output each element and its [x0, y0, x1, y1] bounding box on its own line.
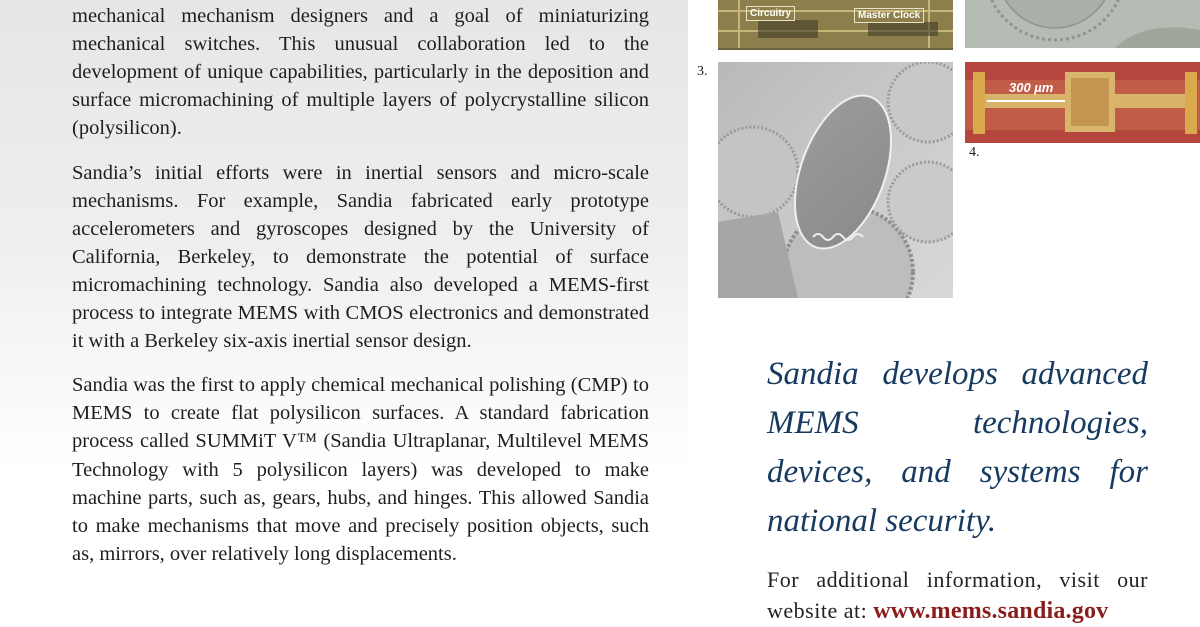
contact-prefix: For additional information, visit our website at: [767, 567, 1148, 623]
circuitry-label: Circuitry [746, 6, 795, 21]
figure-4-label: 4. [969, 145, 980, 160]
sem-micromirror-photo [718, 62, 953, 298]
scale-bar-label: 300 µm [1009, 80, 1054, 95]
circuitry-photo [718, 0, 953, 50]
body-text-column [72, 0, 649, 584]
body-paragraph-1: mechanical mechanism designers and a goal of miniaturizing mechanical switches. This unusual collaboration led to the development of unique capabilities, particularly in the deposition and surface micromachining of multiple layers of polycrystalline silicon (polysilicon). [72, 5, 649, 140]
figure-3-label: 3. [697, 64, 708, 79]
body-paragraph-2: Sandia’s initial efforts were in inertial sensors and micro-scale mechanisms. For example, Sandia fabricated early prototype accelerometers and gyroscopes designed by the University of California, Berkeley, to demonstrate the potential of surface micromachining technology. Sandia also developed a MEMS-first process to integrate MEMS with CMOS electronics and demonstrated it with a Berkeley six-axis inertial sensor design. [72, 161, 649, 353]
gear-photo-top [965, 0, 1200, 48]
scale-chip-photo [965, 62, 1200, 143]
pull-quote: Sandia develops advanced MEMS technologies, devices, and systems for national security. [767, 356, 1148, 539]
master-clock-label: Master Clock [854, 8, 924, 23]
contact-info [767, 564, 1148, 627]
body-paragraph-3: Sandia was the first to apply chemical mechanical polishing (CMP) to MEMS to create flat polysilicon surfaces. A standard fabrication process called SUMMiT V™ (Sandia Ultraplanar, Multilevel MEMS Technology with 5 polysilicon layers) was developed to make machine parts, such as, gears, hubs, and hinges. This allowed Sandia to make mechanisms that move and precisely position objects, such as, mirrors, over relatively long displacements. [72, 374, 649, 565]
website-link[interactable]: www.mems.sandia.gov [873, 598, 1109, 624]
